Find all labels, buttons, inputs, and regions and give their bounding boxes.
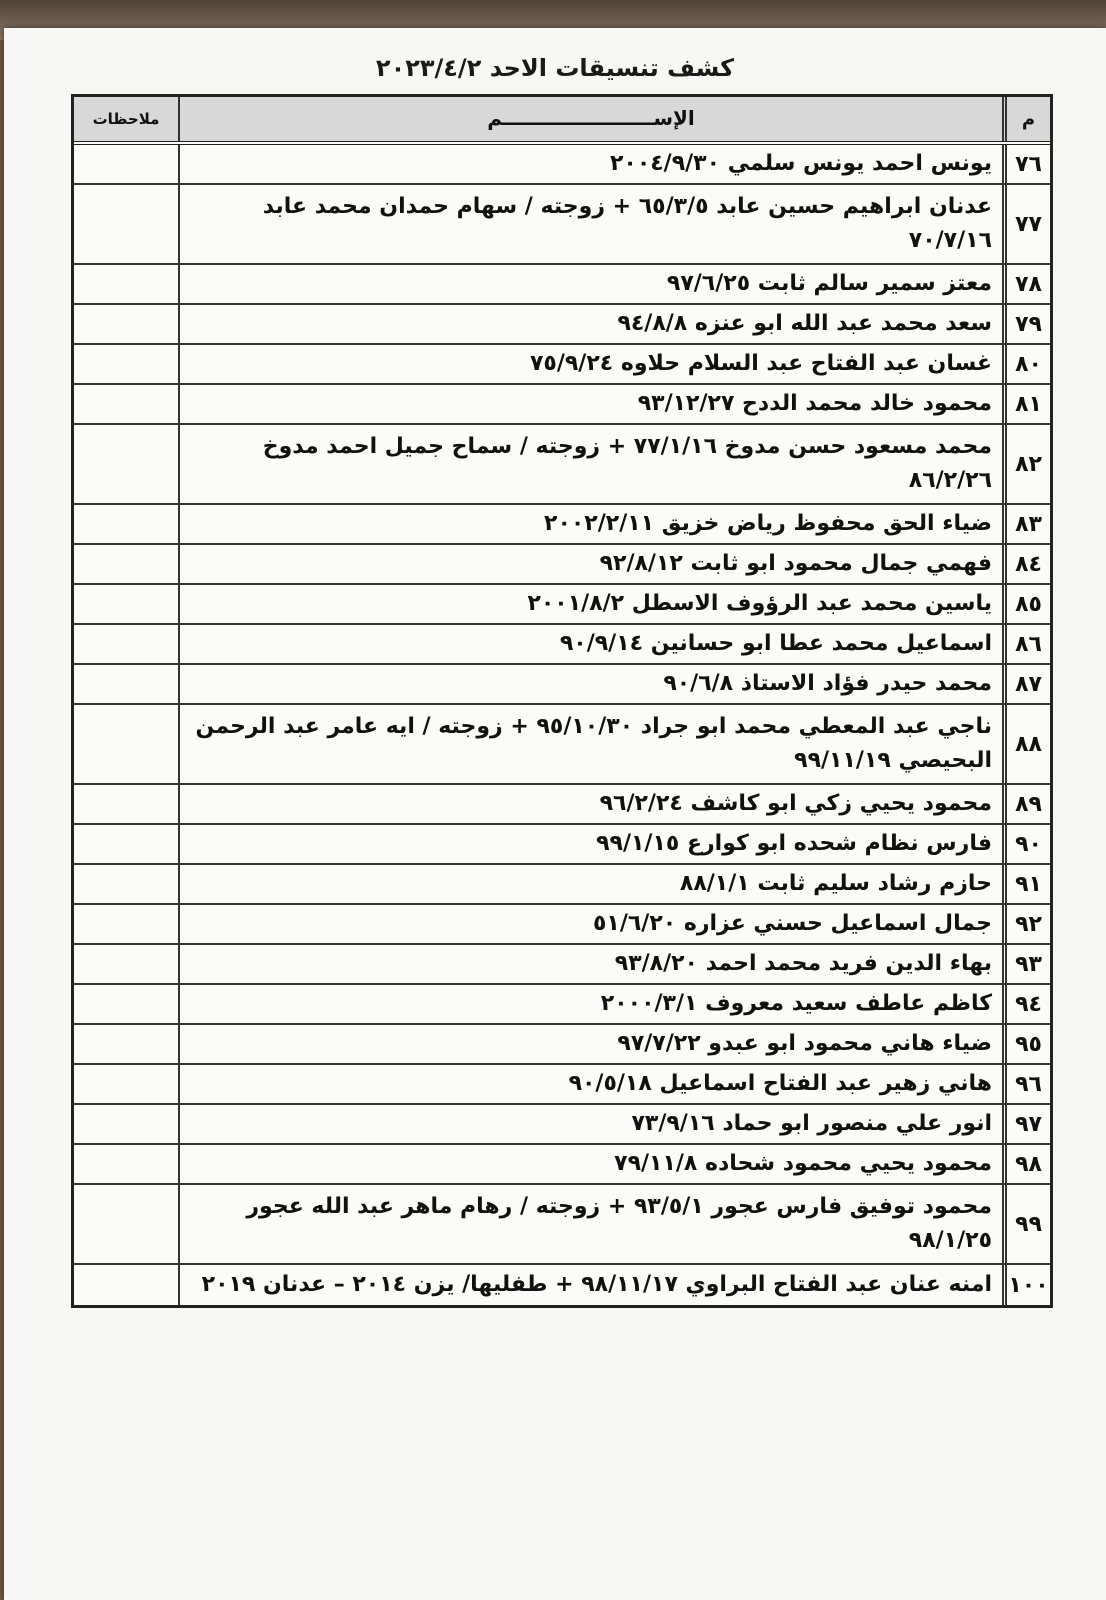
table-row — [74, 265, 1050, 305]
row-name: حازم رشاد سليم ثابت ٨٨/١/١ — [178, 865, 1002, 903]
row-notes — [74, 1145, 178, 1183]
header-number: م — [1002, 97, 1050, 141]
table-row — [74, 785, 1050, 825]
table-row — [74, 1025, 1050, 1065]
row-number: ٩٤ — [1002, 985, 1050, 1023]
row-number: ٨٧ — [1002, 665, 1050, 703]
row-notes — [74, 705, 178, 783]
row-notes — [74, 505, 178, 543]
table-row — [74, 425, 1050, 505]
row-name: سعد محمد عبد الله ابو عنزه ٩٤/٨/٨ — [178, 305, 1002, 343]
row-number: ٩١ — [1002, 865, 1050, 903]
header-notes: ملاحظات — [74, 97, 178, 141]
row-notes — [74, 585, 178, 623]
row-number: ٨٣ — [1002, 505, 1050, 543]
table-row — [74, 545, 1050, 585]
row-notes — [74, 905, 178, 943]
document-title: كشف تنسيقات الاحد ٢٠٢٣/٤/٢ — [375, 54, 735, 82]
row-name: كاظم عاطف سعيد معروف ٢٠٠٠/٣/١ — [178, 985, 1002, 1023]
row-number: ٧٦ — [1002, 145, 1050, 183]
row-number: ٩٩ — [1002, 1185, 1050, 1263]
row-name: هاني زهير عبد الفتاح اسماعيل ٩٠/٥/١٨ — [178, 1065, 1002, 1103]
row-number: ٩٠ — [1002, 825, 1050, 863]
row-name: ضياء هاني محمود ابو عبدو ٩٧/٧/٢٢ — [178, 1025, 1002, 1063]
row-number: ٧٨ — [1002, 265, 1050, 303]
row-name: محمود يحيي محمود شحاده ٧٩/١١/٨ — [178, 1145, 1002, 1183]
row-notes — [74, 545, 178, 583]
row-notes — [74, 1185, 178, 1263]
table-row — [74, 505, 1050, 545]
row-notes — [74, 265, 178, 303]
row-number: ٨٢ — [1002, 425, 1050, 503]
row-number: ٨٠ — [1002, 345, 1050, 383]
row-name: محمود توفيق فارس عجور ٩٣/٥/١ + زوجته / رهام ماهر عبد الله عجور ٩٨/١/٢٥ — [178, 1185, 1002, 1263]
table-row — [74, 1065, 1050, 1105]
row-name: غسان عبد الفتاح عبد السلام حلاوه ٧٥/٩/٢٤ — [178, 345, 1002, 383]
row-notes — [74, 785, 178, 823]
row-number: ٨٨ — [1002, 705, 1050, 783]
table-row — [74, 185, 1050, 265]
row-name: اسماعيل محمد عطا ابو حسانين ٩٠/٩/١٤ — [178, 625, 1002, 663]
header-name: الإســــــــــــــــــــــم — [178, 97, 1002, 141]
row-name: ناجي عبد المعطي محمد ابو جراد ٩٥/١٠/٣٠ + زوجته / ايه عامر عبد الرحمن البحيصي ٩٩/١١/١٩ — [178, 705, 1002, 783]
table-row — [74, 1145, 1050, 1185]
row-notes — [74, 985, 178, 1023]
row-name: ياسين محمد عبد الرؤوف الاسطل ٢٠٠١/٨/٢ — [178, 585, 1002, 623]
row-number: ٩٨ — [1002, 1145, 1050, 1183]
row-notes — [74, 345, 178, 383]
row-name: ضياء الحق محفوظ رياض خزيق ٢٠٠٢/٢/١١ — [178, 505, 1002, 543]
row-number: ٧٩ — [1002, 305, 1050, 343]
row-notes — [74, 1265, 178, 1305]
row-notes — [74, 185, 178, 263]
row-notes — [74, 865, 178, 903]
table-row — [74, 585, 1050, 625]
row-name: محمد مسعود حسن مدوخ ٧٧/١/١٦ + زوجته / سماح جميل احمد مدوخ ٨٦/٢/٢٦ — [178, 425, 1002, 503]
table-row — [74, 905, 1050, 945]
row-number: ٨٥ — [1002, 585, 1050, 623]
table-row — [74, 1185, 1050, 1265]
row-number: ٩٢ — [1002, 905, 1050, 943]
row-notes — [74, 825, 178, 863]
row-number: ٩٥ — [1002, 1025, 1050, 1063]
table-row — [74, 985, 1050, 1025]
table-row — [74, 1105, 1050, 1145]
row-notes — [74, 625, 178, 663]
row-name: فارس نظام شحده ابو كوارع ٩٩/١/١٥ — [178, 825, 1002, 863]
table-row — [74, 145, 1050, 185]
row-number: ٩٧ — [1002, 1105, 1050, 1143]
table-row — [74, 305, 1050, 345]
table-row — [74, 865, 1050, 905]
row-number: ٨٩ — [1002, 785, 1050, 823]
table-header-row — [74, 97, 1050, 145]
row-name: فهمي جمال محمود ابو ثابت ٩٢/٨/١٢ — [178, 545, 1002, 583]
roster-table — [71, 94, 1053, 1308]
row-number: ٩٣ — [1002, 945, 1050, 983]
table-row — [74, 705, 1050, 785]
row-notes — [74, 1105, 178, 1143]
table-row — [74, 825, 1050, 865]
row-notes — [74, 305, 178, 343]
table-row — [74, 625, 1050, 665]
row-notes — [74, 1065, 178, 1103]
row-name: محمود يحيي زكي ابو كاشف ٩٦/٢/٢٤ — [178, 785, 1002, 823]
row-notes — [74, 385, 178, 423]
row-notes — [74, 425, 178, 503]
row-notes — [74, 145, 178, 183]
document-page — [4, 28, 1106, 1600]
row-name: محمد حيدر فؤاد الاستاذ ٩٠/٦/٨ — [178, 665, 1002, 703]
row-number: ٨٤ — [1002, 545, 1050, 583]
row-name: محمود خالد محمد الددح ٩٣/١٢/٢٧ — [178, 385, 1002, 423]
row-notes — [74, 945, 178, 983]
row-name: جمال اسماعيل حسني عزاره ٥١/٦/٢٠ — [178, 905, 1002, 943]
row-name: بهاء الدين فريد محمد احمد ٩٣/٨/٢٠ — [178, 945, 1002, 983]
row-name: انور علي منصور ابو حماد ٧٣/٩/١٦ — [178, 1105, 1002, 1143]
row-number: ٩٦ — [1002, 1065, 1050, 1103]
row-number: ٨١ — [1002, 385, 1050, 423]
row-name: امنه عنان عبد الفتاح البراوي ٩٨/١١/١٧ + طفليها/ يزن ٢٠١٤ – عدنان ٢٠١٩ — [178, 1265, 1002, 1305]
table-row — [74, 385, 1050, 425]
row-notes — [74, 1025, 178, 1063]
table-row — [74, 945, 1050, 985]
table-row — [74, 345, 1050, 385]
row-number: ٨٦ — [1002, 625, 1050, 663]
row-name: يونس احمد يونس سلمي ٢٠٠٤/٩/٣٠ — [178, 145, 1002, 183]
row-notes — [74, 665, 178, 703]
table-body — [74, 145, 1050, 1305]
row-name: عدنان ابراهيم حسين عابد ٦٥/٣/٥ + زوجته / سهام حمدان محمد عابد ٧٠/٧/١٦ — [178, 185, 1002, 263]
table-row — [74, 1265, 1050, 1305]
row-name: معتز سمير سالم ثابت ٩٧/٦/٢٥ — [178, 265, 1002, 303]
table-row — [74, 665, 1050, 705]
row-number: ٧٧ — [1002, 185, 1050, 263]
row-number: ١٠٠ — [1002, 1265, 1050, 1305]
